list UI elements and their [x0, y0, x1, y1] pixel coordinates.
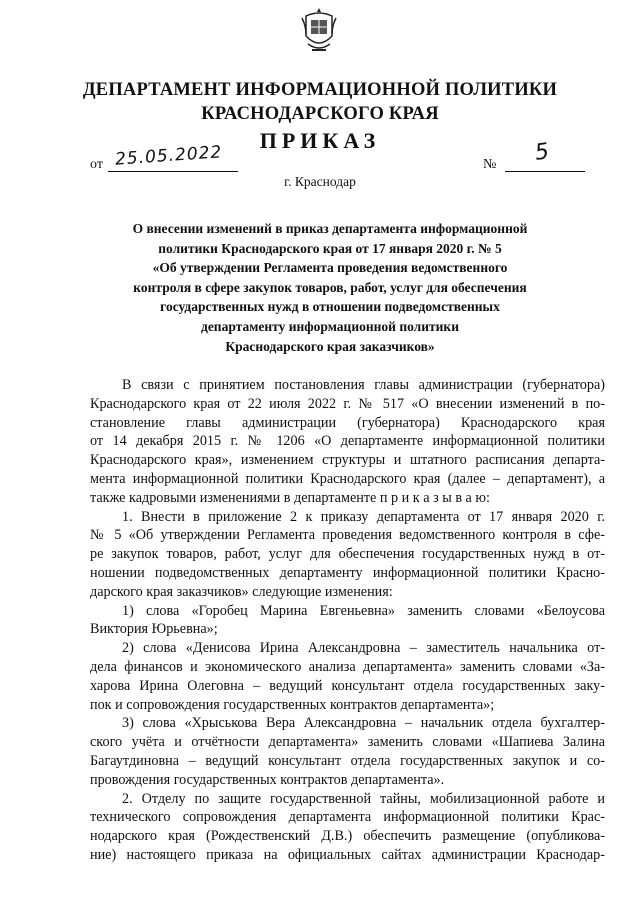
document-type: ПРИКАЗ	[259, 128, 381, 153]
subject-line: политики Краснодарского края от 17 января 2020 г. № 5	[158, 240, 502, 256]
subject-line: «Об утверждении Регламента проведения ведомственного	[152, 260, 508, 276]
department-line-1: ДЕПАРТАМЕНТ ИНФОРМАЦИОННОЙ ПОЛИТИКИ	[82, 80, 558, 100]
body-line: дела финансов и экономического анализа департамента» заменить словами «За-	[90, 658, 605, 675]
order-subject	[100, 219, 560, 356]
body-line: 1. Внести в приложение 2 к приказу департамента от 17 января 2020 г.	[122, 508, 605, 525]
number-handwritten: 5	[533, 139, 551, 166]
body-line: провождения государственных контрактов департамента».	[90, 771, 445, 788]
body-line: дарского края заказчиков» следующие изменения:	[90, 583, 393, 600]
body-line: ние) настоящего приказа на официальных сайтах администрации Краснодар-	[90, 846, 605, 863]
number-line	[505, 171, 585, 172]
body-line: технического сопровождения департамента информационной политики Крас-	[90, 809, 605, 826]
coat-of-arms-icon	[300, 6, 338, 56]
body-line: 3) слова «Хрыськова Вера Александровна – начальник отдела бухгалтер-	[122, 715, 605, 732]
body-line: В связи с принятием постановления главы администрации (губернатора)	[122, 377, 605, 393]
department-name	[0, 78, 640, 126]
body-line: 2. Отделу по защите государственной тайны, мобилизационной работе и	[122, 790, 605, 807]
number-prefix: №	[483, 157, 497, 172]
body-line: харова Ирина Олеговна – ведущий консультант отдела государственных заку-	[90, 677, 605, 694]
body-line: ре закупок товаров, работ, услуг для обеспечения государственных нужд в от-	[90, 546, 605, 563]
body-line: № 5 «Об утверждении Регламента проведения ведомственного контроля в сфе-	[90, 527, 605, 544]
date-line	[108, 171, 238, 172]
date-prefix: от	[90, 157, 103, 172]
body-line: также кадровыми изменениями в департаменте п р и к а з ы в а ю:	[90, 489, 490, 506]
department-line-2: КРАСНОДАРСКОГО КРАЯ	[201, 104, 439, 124]
subject-line: государственных нужд в отношении подведомственных	[160, 299, 500, 315]
subject-line: департаменту информационной политики	[200, 318, 459, 334]
body-line: Виктория Юрьевна»;	[90, 621, 218, 638]
date-handwritten: 25.05.2022	[114, 142, 223, 170]
body-line: нодарского края (Рождественский Д.В.) обеспечить размещение (опубликова-	[90, 828, 605, 845]
body-line: 2) слова «Денисова Ирина Александровна – заместитель начальника от-	[122, 640, 605, 657]
order-body	[90, 376, 605, 865]
body-line: 1) слова «Горобец Марина Евгеньевна» заменить словами «Белоусова	[122, 602, 605, 619]
body-line: Краснодарского края от 22 июля 2022 г. № 517 «О внесении изменений в по-	[90, 395, 605, 412]
city: г. Краснодар	[284, 174, 356, 189]
subject-line: О внесении изменений в приказ департамента информационной	[132, 221, 528, 236]
body-line: Багаутдиновна – ведущий консультант отдела государственных закупок и со-	[90, 752, 605, 769]
body-line: мента информационной политики Краснодарского края (далее – департамент), а	[90, 470, 605, 487]
body-line: становление главы администрации (губернатора) Краснодарского края	[90, 414, 605, 431]
body-line: ского учёта и отчётности департамента» заменить словами «Шапиева Залина	[90, 734, 605, 751]
body-line: ношении подведомственных департаменту информационной политики Красно-	[90, 564, 605, 581]
subject-line: Краснодарского края заказчиков»	[225, 338, 435, 354]
body-line: от 14 декабря 2015 г. № 1206 «О департаменте информационной политики	[90, 433, 605, 450]
body-line: Краснодарского края», изменением структуры и штатного расписания департа-	[90, 452, 605, 469]
body-line: пок и сопровождения государственных контрактов департамента»;	[90, 696, 495, 713]
subject-line: контроля в сфере закупок товаров, работ, услуг для обеспечения	[133, 279, 527, 295]
